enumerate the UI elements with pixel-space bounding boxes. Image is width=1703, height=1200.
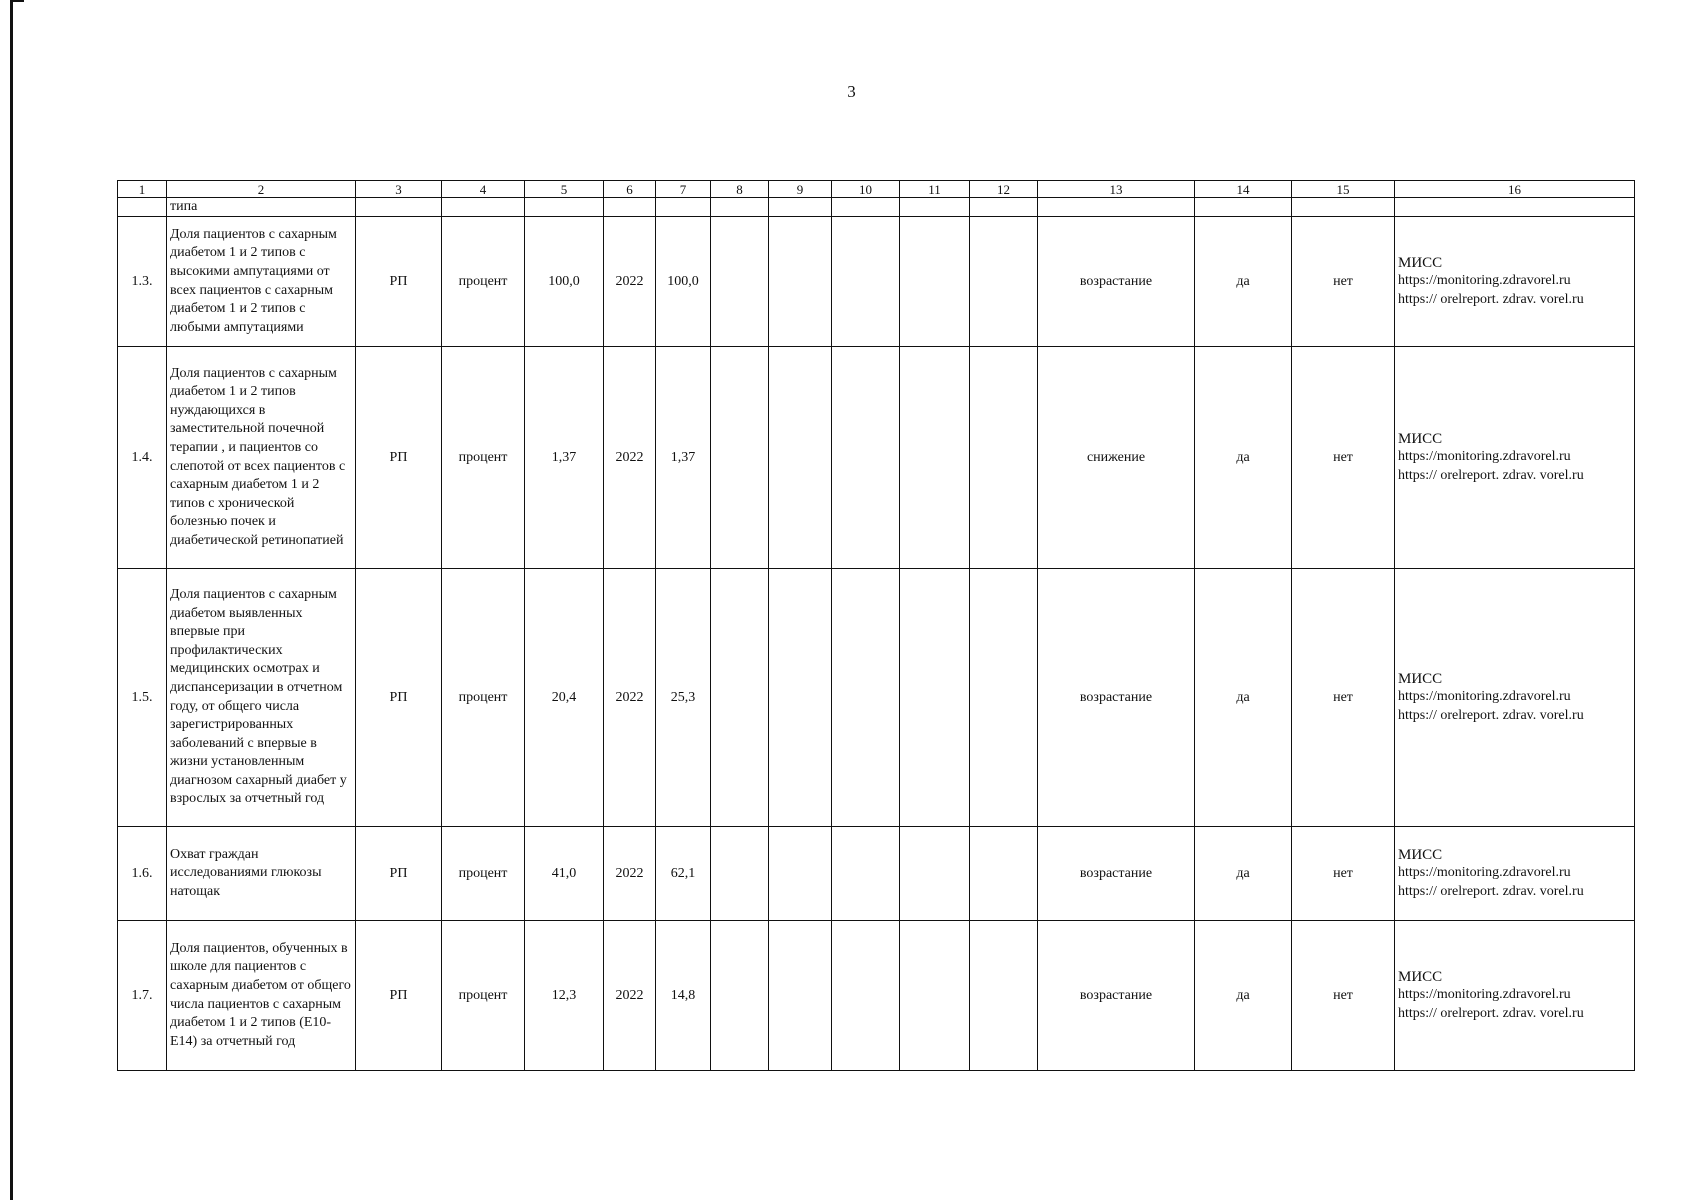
row-number: 1.5.: [118, 569, 167, 827]
source-system: МИСС: [1398, 846, 1443, 863]
header-cell: 8: [711, 181, 769, 198]
header-cell: 7: [656, 181, 711, 198]
col14-value: да: [1195, 569, 1292, 827]
base-value: 12,3: [525, 921, 604, 1071]
value: 1,37: [656, 347, 711, 569]
table-row: [118, 827, 1635, 921]
source-system: МИСС: [1398, 430, 1443, 447]
data-source: [1395, 347, 1635, 569]
source-url: https://monitoring.zdravorel.ru: [1398, 987, 1571, 1003]
level: РП: [356, 217, 442, 347]
value: 62,1: [656, 827, 711, 921]
col15-value: нет: [1292, 921, 1395, 1071]
col15-value: нет: [1292, 827, 1395, 921]
data-source: [1395, 827, 1635, 921]
indicator-name: Доля пациентов, обученных в школе для пациентов с сахарным диабетом от общего числа пациентов с сахарным диабетом 1 и 2 типов (Е10-Е14) за отчетный год: [167, 921, 356, 1071]
value: 100,0: [656, 217, 711, 347]
table-header-row: [118, 181, 1635, 198]
source-url: https:// orelreport. zdrav. vorel.ru: [1398, 291, 1584, 307]
unit: процент: [442, 217, 525, 347]
indicators-table: [117, 180, 1635, 1071]
header-cell: 6: [604, 181, 656, 198]
row-number: 1.4.: [118, 347, 167, 569]
level: РП: [356, 827, 442, 921]
trend: возрастание: [1038, 921, 1195, 1071]
source-url: https://monitoring.zdravorel.ru: [1398, 865, 1571, 881]
base-value: 20,4: [525, 569, 604, 827]
header-cell: 4: [442, 181, 525, 198]
page-number: 3: [847, 82, 856, 101]
scan-border-line: [10, 0, 13, 1200]
unit: процент: [442, 827, 525, 921]
table-row: [118, 217, 1635, 347]
header-cell: 11: [900, 181, 970, 198]
source-url: https://monitoring.zdravorel.ru: [1398, 449, 1571, 465]
indicator-name: Доля пациентов с сахарным диабетом 1 и 2 типов с высокими ампутациями от всех пациентов с сахарным диабетом 1 и 2 типов с любыми ампутациями: [167, 217, 356, 347]
base-year: 2022: [604, 569, 656, 827]
unit: процент: [442, 347, 525, 569]
header-cell: 5: [525, 181, 604, 198]
indicator-name: Доля пациентов с сахарным диабетом 1 и 2 типов нуждающихся в заместительной почечной терапии , и пациентов со слепотой от всех пациентов с сахарным диабетом 1 и 2 типов с хронической болезнью почек и диабетической ретинопатией: [167, 347, 356, 569]
header-cell: 9: [769, 181, 832, 198]
unit: процент: [442, 921, 525, 1071]
header-cell: 16: [1395, 181, 1635, 198]
value: 25,3: [656, 569, 711, 827]
header-cell: 3: [356, 181, 442, 198]
trend: возрастание: [1038, 827, 1195, 921]
data-source: [1395, 921, 1635, 1071]
col14-value: да: [1195, 217, 1292, 347]
base-value: 41,0: [525, 827, 604, 921]
table-row: [118, 921, 1635, 1071]
source-system: МИСС: [1398, 968, 1443, 985]
header-cell: 12: [970, 181, 1038, 198]
header-cell: 13: [1038, 181, 1195, 198]
scan-border-corner: [10, 0, 24, 2]
trend: возрастание: [1038, 217, 1195, 347]
base-value: 100,0: [525, 217, 604, 347]
row-number: 1.7.: [118, 921, 167, 1071]
source-url: https:// orelreport. zdrav. vorel.ru: [1398, 883, 1584, 899]
indicator-name: Охват граждан исследованиями глюкозы натощак: [167, 827, 356, 921]
source-system: МИСС: [1398, 670, 1443, 687]
source-system: МИСС: [1398, 254, 1443, 271]
base-year: 2022: [604, 347, 656, 569]
source-url: https://monitoring.zdravorel.ru: [1398, 273, 1571, 289]
base-year: 2022: [604, 217, 656, 347]
header-cell: 2: [167, 181, 356, 198]
source-url: https:// orelreport. zdrav. vorel.ru: [1398, 1005, 1584, 1021]
col14-value: да: [1195, 827, 1292, 921]
table-row: [118, 569, 1635, 827]
indicator-name: Доля пациентов с сахарным диабетом выявленных впервые при профилактических медицинских осмотрах и диспансеризации в отчетном году, от общего числа зарегистрированных заболеваний с впервые в жизни установленным диагнозом сахарный диабет у взрослых за отчетный год: [167, 569, 356, 827]
source-url: https:// orelreport. zdrav. vorel.ru: [1398, 467, 1584, 483]
base-year: 2022: [604, 827, 656, 921]
row-number: 1.6.: [118, 827, 167, 921]
col15-value: нет: [1292, 347, 1395, 569]
source-url: https:// orelreport. zdrav. vorel.ru: [1398, 707, 1584, 723]
base-year: 2022: [604, 921, 656, 1071]
header-cell: 10: [832, 181, 900, 198]
header-cell: 1: [118, 181, 167, 198]
trend: снижение: [1038, 347, 1195, 569]
trend: возрастание: [1038, 569, 1195, 827]
col14-value: да: [1195, 921, 1292, 1071]
header-cell: 14: [1195, 181, 1292, 198]
base-value: 1,37: [525, 347, 604, 569]
continuation-row: [118, 198, 1635, 217]
row-number: 1.3.: [118, 217, 167, 347]
level: РП: [356, 921, 442, 1071]
table-row: [118, 347, 1635, 569]
col14-value: да: [1195, 347, 1292, 569]
data-source: [1395, 217, 1635, 347]
value: 14,8: [656, 921, 711, 1071]
col15-value: нет: [1292, 217, 1395, 347]
col15-value: нет: [1292, 569, 1395, 827]
unit: процент: [442, 569, 525, 827]
continuation-text: типа: [167, 198, 356, 217]
header-cell: 15: [1292, 181, 1395, 198]
level: РП: [356, 347, 442, 569]
source-url: https://monitoring.zdravorel.ru: [1398, 689, 1571, 705]
level: РП: [356, 569, 442, 827]
data-source: [1395, 569, 1635, 827]
